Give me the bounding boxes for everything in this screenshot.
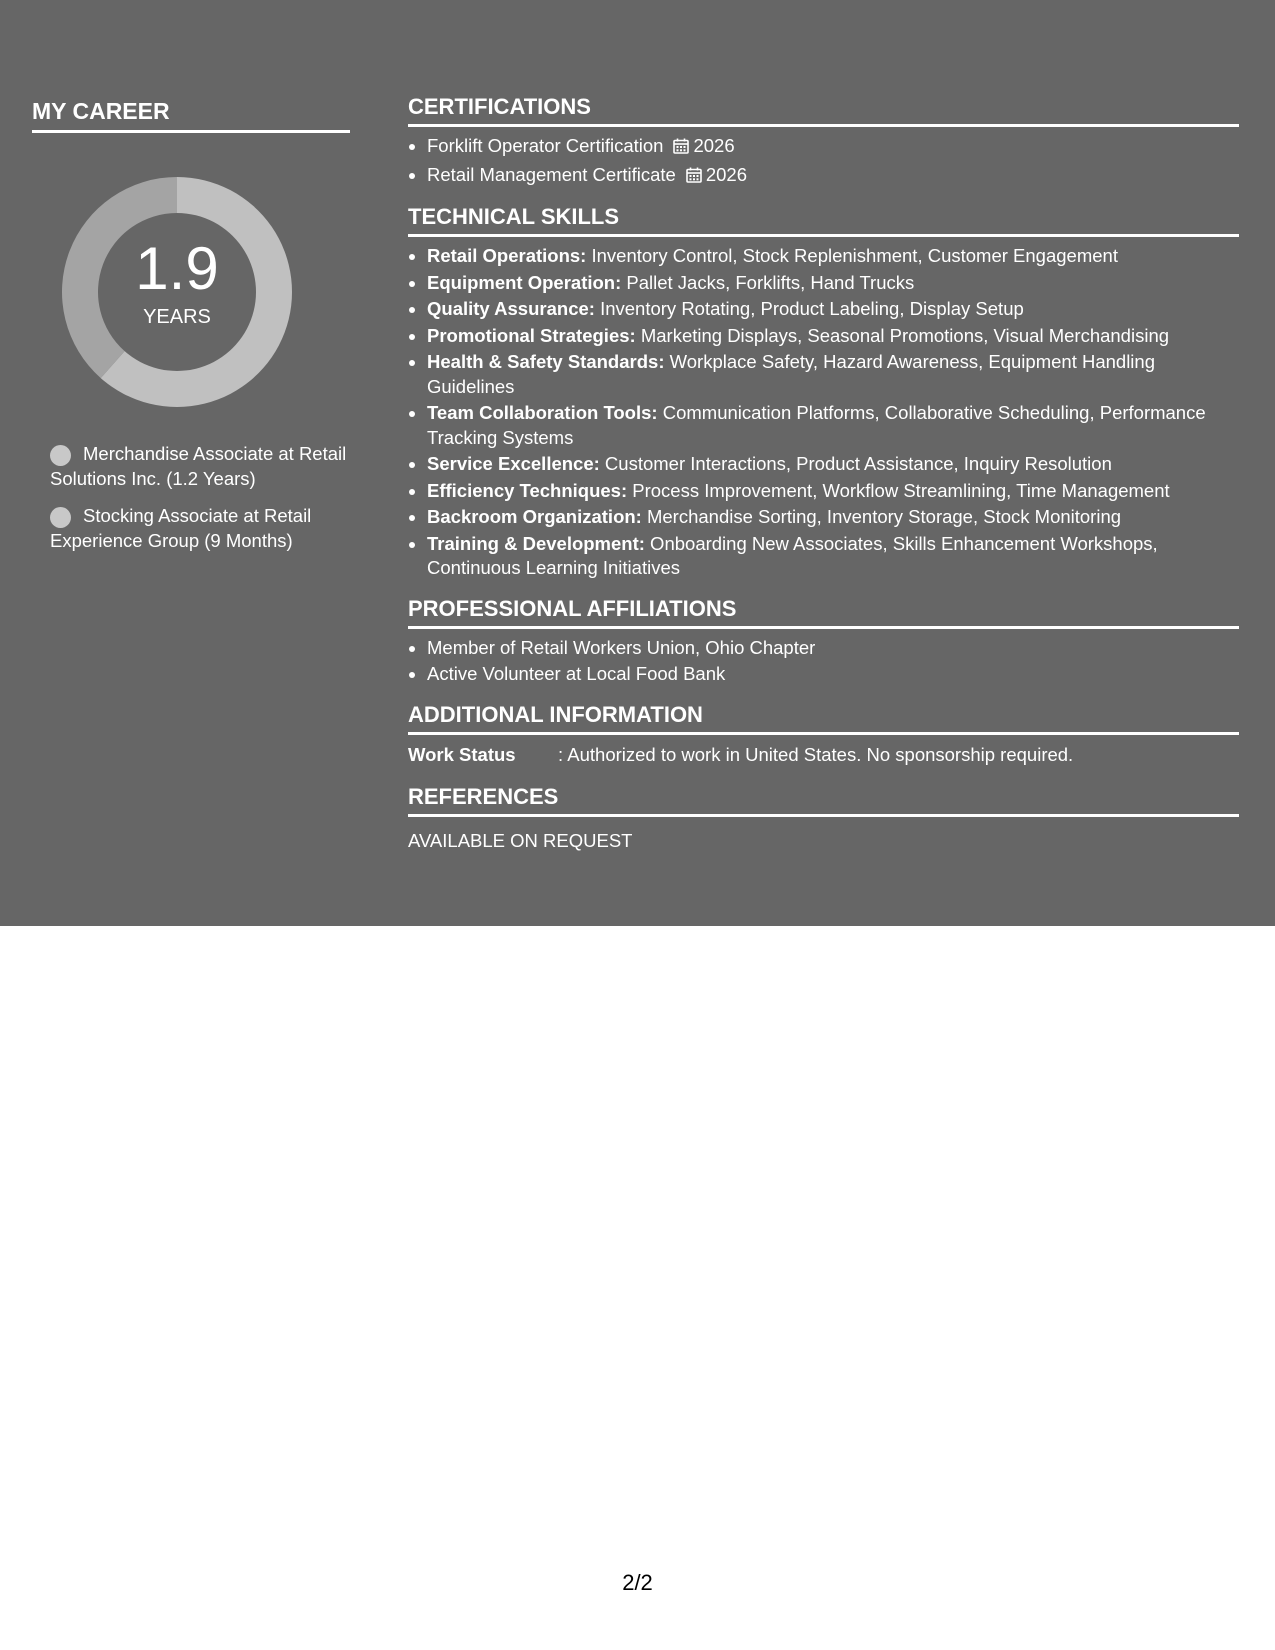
donut-center xyxy=(62,177,292,407)
skill-name: Team Collaboration Tools: xyxy=(427,402,658,423)
work-status-label: Work Status xyxy=(408,743,516,765)
certification-item xyxy=(427,163,1239,190)
career-item-text: Stocking Associate at Retail Experience Group (9 Months) xyxy=(50,505,312,551)
skill-item xyxy=(427,297,1239,322)
skill-item xyxy=(427,505,1239,530)
skill-name: Service Excellence: xyxy=(427,453,600,474)
skill-item xyxy=(427,324,1239,349)
career-dot-icon xyxy=(50,507,71,528)
main-column xyxy=(408,93,1239,853)
certification-name: Retail Management Certificate xyxy=(427,163,676,185)
page-number: 2/2 xyxy=(622,1570,653,1595)
skill-item xyxy=(427,532,1239,581)
skill-item xyxy=(427,271,1239,296)
work-status-row xyxy=(408,743,1239,767)
affiliation-item: • Active Volunteer at Local Food Bank xyxy=(427,662,1239,687)
total-years-unit: YEARS xyxy=(143,306,211,328)
skill-name: Health & Safety Standards: xyxy=(427,351,665,372)
certifications-list xyxy=(408,134,1239,189)
career-list xyxy=(50,441,350,553)
additional-info-title: ADDITIONAL INFORMATION xyxy=(408,701,1239,735)
skill-item xyxy=(427,401,1239,450)
certification-name: Forklift Operator Certification xyxy=(427,135,664,156)
technical-skills-list xyxy=(408,244,1239,581)
skill-name: Efficiency Techniques: xyxy=(427,479,628,501)
total-years-value: 1.9 xyxy=(135,235,219,302)
skill-detail: Customer Interactions, Product Assistance, Inquiry Resolution xyxy=(599,453,1112,474)
career-item-text: Merchandise Associate at Retail Solutions Inc. (1.2 Years) xyxy=(50,443,347,489)
career-item xyxy=(50,503,350,553)
certification-year: 2026 xyxy=(705,163,747,185)
skill-detail: Process Improvement, Workflow Streamlining, Time Management xyxy=(627,479,1170,501)
skill-detail: Merchandise Sorting, Inventory Storage, Stock Monitoring xyxy=(641,506,1122,527)
technical-skills-title: TECHNICAL SKILLS xyxy=(408,203,1239,237)
certifications-title: CERTIFICATIONS xyxy=(408,93,1239,127)
references-text: AVAILABLE ON REQUEST xyxy=(408,829,633,851)
affiliations-title: PROFESSIONAL AFFILIATIONS xyxy=(408,595,1239,629)
career-dot-icon xyxy=(50,445,71,466)
work-status-value: : Authorized to work in United States. No sponsorship required. xyxy=(558,743,1074,765)
skill-detail: Marketing Displays, Seasonal Promotions, Visual Merchandising xyxy=(635,324,1170,346)
skill-detail: Pallet Jacks, Forklifts, Hand Trucks xyxy=(621,271,915,293)
skill-detail: Inventory Rotating, Product Labeling, Display Setup xyxy=(594,298,1024,319)
skill-detail: Onboarding New Associates, Skills Enhancement Workshops, Continuous Learning Initiatives xyxy=(427,532,1158,578)
skill-item xyxy=(427,479,1239,504)
skill-detail: Inventory Control, Stock Replenishment, Customer Engagement xyxy=(586,245,1118,266)
references-title: REFERENCES xyxy=(408,783,1239,817)
career-heading: MY CAREER xyxy=(32,96,350,133)
skill-item xyxy=(427,452,1239,477)
skill-item xyxy=(427,350,1239,399)
career-item xyxy=(50,441,350,491)
skill-name: Equipment Operation: xyxy=(427,271,622,293)
skill-name: Quality Assurance: xyxy=(427,298,595,319)
certification-year: 2026 xyxy=(693,135,735,156)
calendar-icon xyxy=(686,165,702,190)
calendar-icon xyxy=(673,136,689,161)
skill-name: Training & Development: xyxy=(427,532,645,554)
skill-item xyxy=(427,244,1239,269)
skill-detail: Workplace Safety, Hazard Awareness, Equipment Handling Guidelines xyxy=(427,351,1155,397)
skill-name: Retail Operations: xyxy=(427,245,587,266)
career-donut-chart xyxy=(62,177,292,407)
affiliations-list xyxy=(408,636,1239,687)
skill-detail: Communication Platforms, Collaborative Scheduling, Performance Tracking Systems xyxy=(427,402,1206,448)
career-sidebar xyxy=(32,96,350,565)
skill-name: Backroom Organization: xyxy=(427,506,642,527)
certification-item xyxy=(427,134,1239,161)
affiliation-item: • Member of Retail Workers Union, Ohio Chapter xyxy=(427,636,1239,661)
skill-name: Promotional Strategies: xyxy=(427,324,636,346)
